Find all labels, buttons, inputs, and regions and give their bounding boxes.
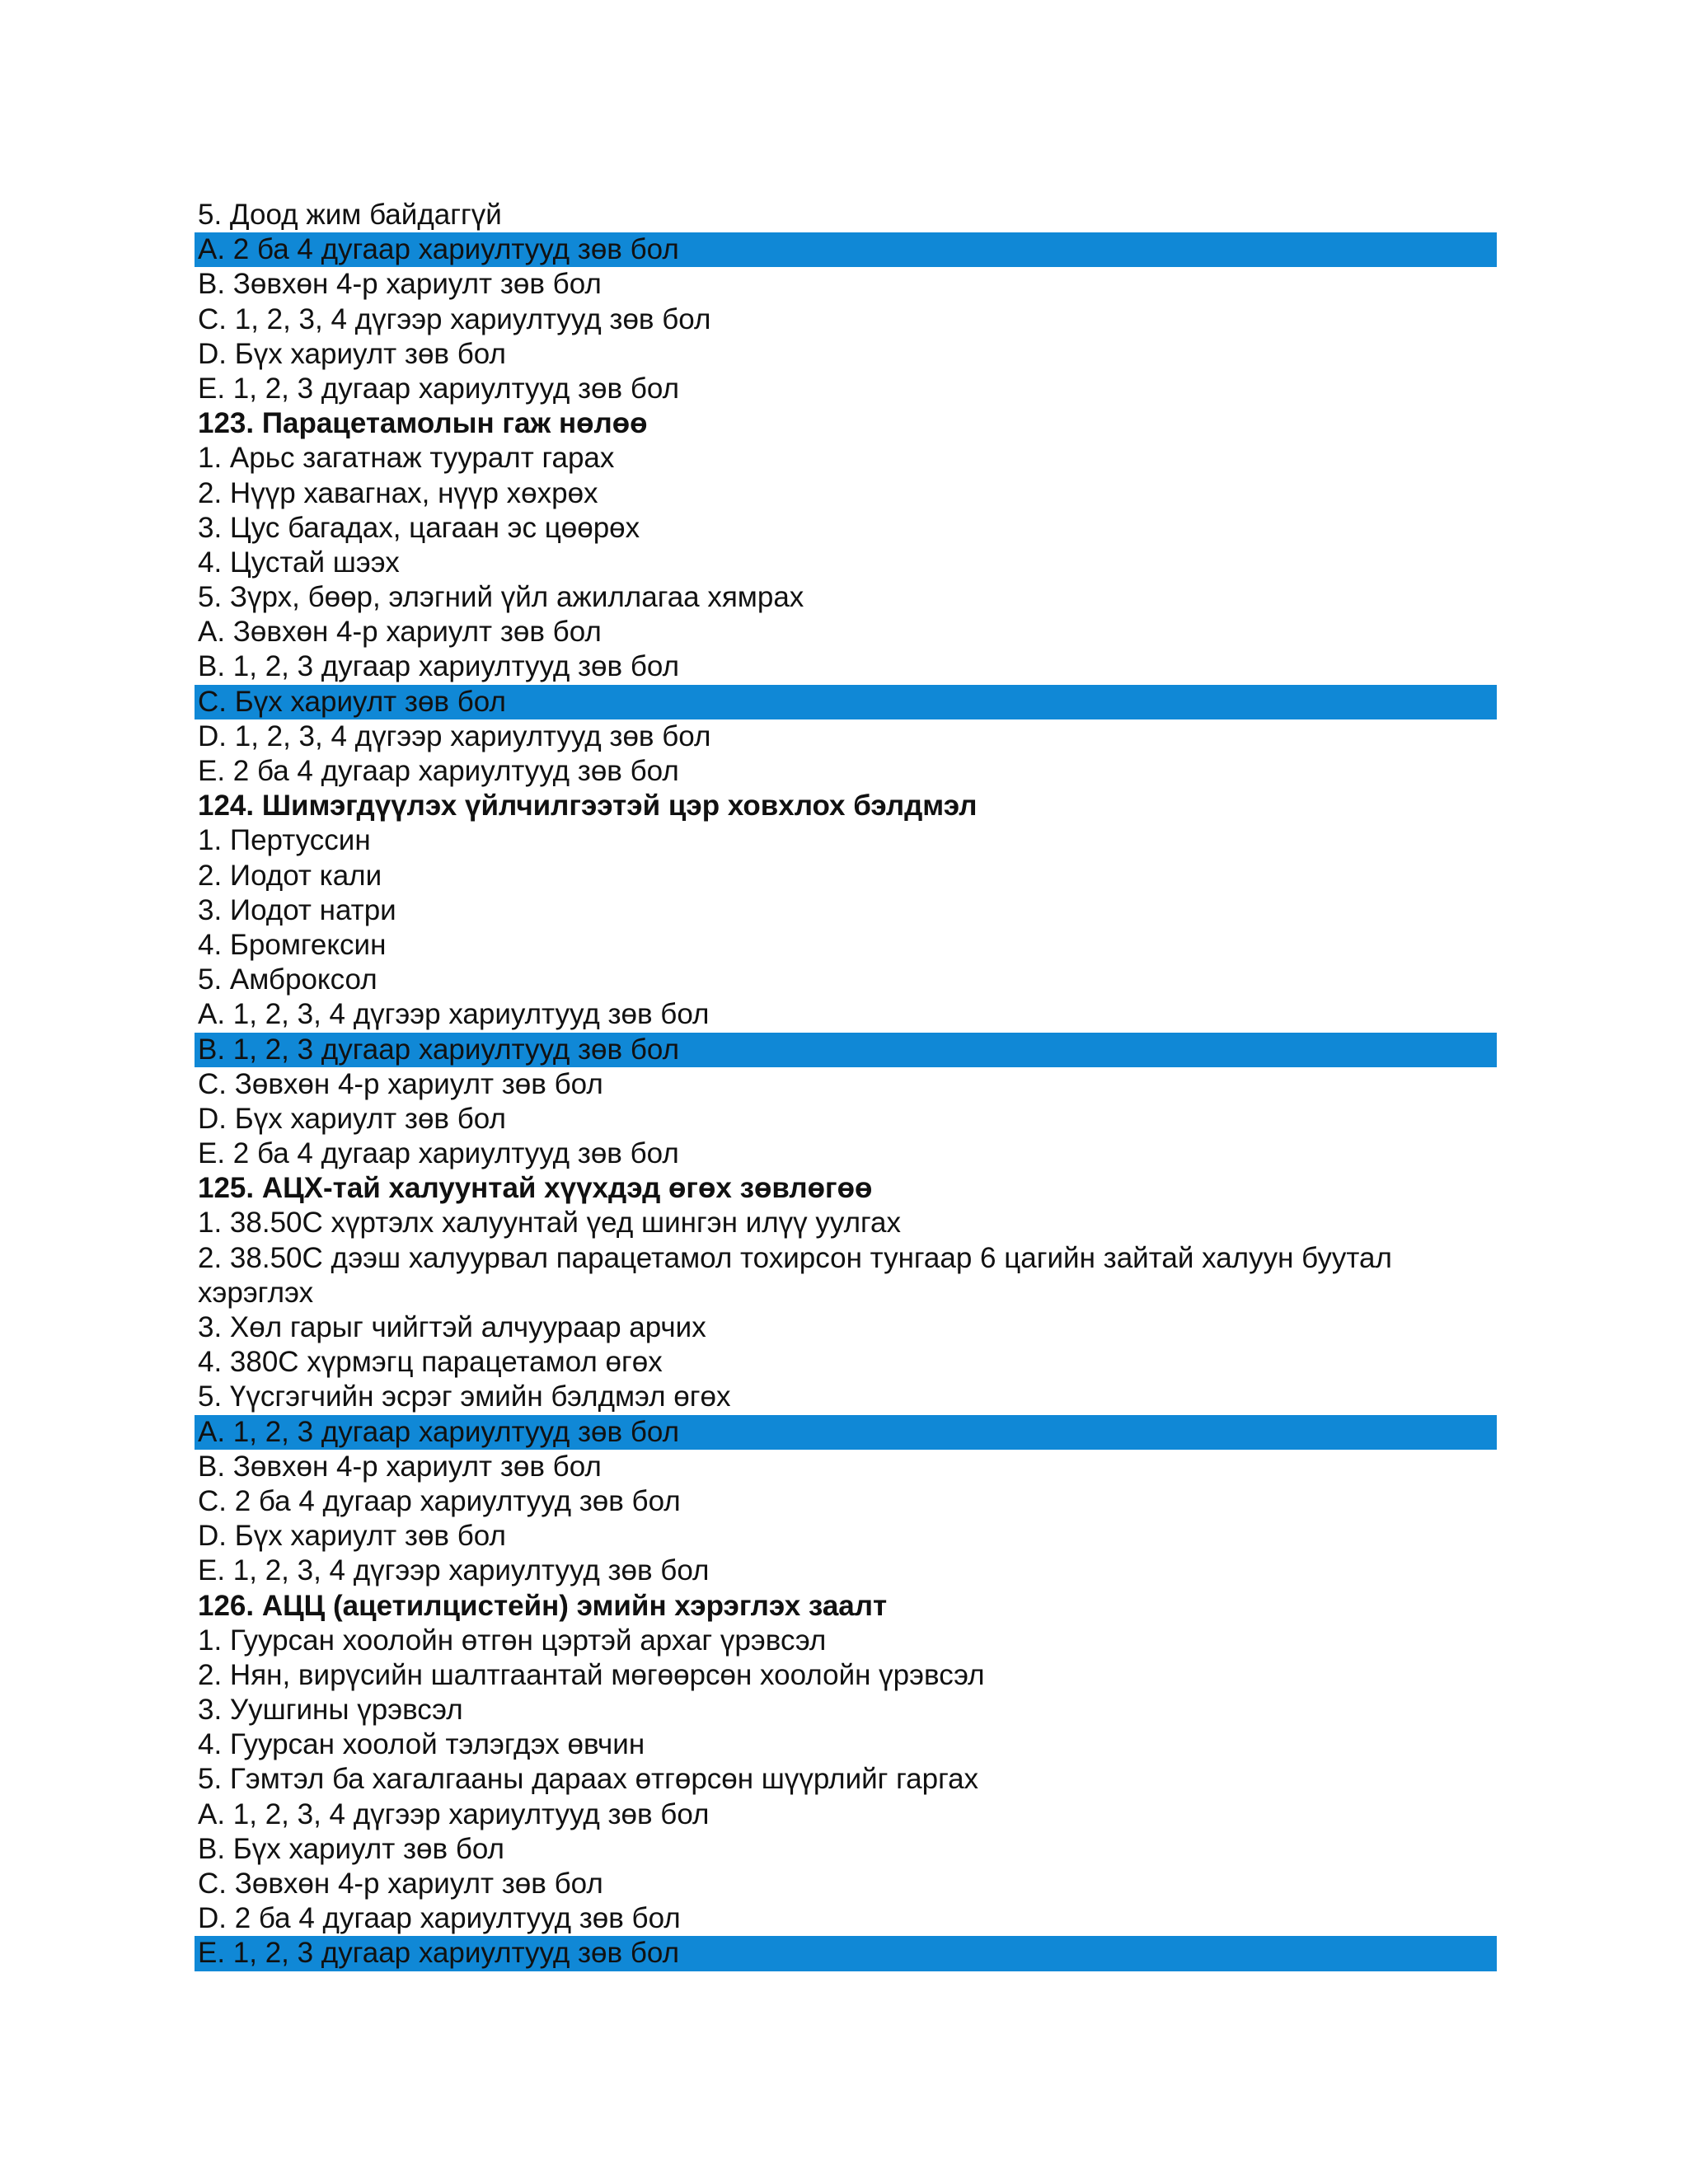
text-line: 5. Амброксол xyxy=(198,963,377,996)
text-line: C. 1, 2, 3, 4 дүгээр хариултууд зөв бол xyxy=(198,302,711,335)
highlighted-answer-line: C. Бүх хариулт зөв бол xyxy=(195,685,1497,719)
text-line: E. 1, 2, 3 дугаар хариултууд зөв бол xyxy=(198,372,679,405)
text-line: 5. Үүсгэгчийн эсрэг эмийн бэлдмэл өгөх xyxy=(198,1380,731,1413)
text-line: 4. 380С хүрмэгц парацетамол өгөх xyxy=(198,1346,663,1379)
text-line: A. 1, 2, 3, 4 дүгээр хариултууд зөв бол xyxy=(198,1797,710,1830)
text-line: E. 1, 2, 3, 4 дүгээр хариултууд зөв бол xyxy=(198,1554,710,1587)
highlighted-answer-line: A. 1, 2, 3 дугаар хариултууд зөв бол xyxy=(195,1415,1497,1450)
text-line: C. Зөвхөн 4-р хариулт зөв бол xyxy=(198,1067,603,1100)
text-line: 2. Иодот кали xyxy=(198,859,382,892)
question-heading: 125. АЦХ-тай халуунтай хүүхдэд өгөх зөвлөгөө xyxy=(198,1172,873,1205)
highlighted-answer-line: A. 2 ба 4 дугаар хариултууд зөв бол xyxy=(195,232,1497,267)
text-line: 3. Хөл гарыг чийгтэй алчуураар арчих xyxy=(198,1311,706,1344)
text-line: 1. Пертуссин xyxy=(198,824,371,857)
text-line: C. 2 ба 4 дугаар хариултууд зөв бол xyxy=(198,1484,681,1517)
text-line: D. 1, 2, 3, 4 дүгээр хариултууд зөв бол xyxy=(198,719,711,752)
text-line: B. Зөвхөн 4-р хариулт зөв бол xyxy=(198,1450,602,1483)
text-line: 4. Гуурсан хоолой тэлэгдэх өвчин xyxy=(198,1728,645,1761)
text-line: E. 2 ба 4 дугаар хариултууд зөв бол xyxy=(198,755,679,787)
text-line: 2. 38.50С дээш халуурвал парацетамол тохирсон тунгаар 6 цагийн зайтай халуун буутал хэрэглэх xyxy=(198,1241,1392,1309)
text-line: 1. Арьс загатнаж тууралт гарах xyxy=(198,442,615,475)
text-line: B. Зөвхөн 4-р хариулт зөв бол xyxy=(198,268,602,301)
question-heading: 124. Шимэгдүүлэх үйлчилгээтэй цэр ховхлох бэлдмэл xyxy=(198,790,978,823)
text-line: 1. Гуурсан хоолойн өтгөн цэртэй архаг үрэвсэл xyxy=(198,1624,827,1657)
text-line: 3. Цус багадах, цагаан эс цөөрөх xyxy=(198,511,640,544)
text-line: A. Зөвхөн 4-р хариулт зөв бол xyxy=(198,616,602,649)
text-line: 5. Зүрх, бөөр, элэгний үйл ажиллагаа хямрах xyxy=(198,581,804,614)
text-line: A. 1, 2, 3, 4 дүгээр хариултууд зөв бол xyxy=(198,998,710,1031)
text-line: B. 1, 2, 3 дугаар хариултууд зөв бол xyxy=(198,650,679,683)
text-line: D. Бүх хариулт зөв бол xyxy=(198,337,506,370)
highlighted-answer-line: E. 1, 2, 3 дугаар хариултууд зөв бол xyxy=(195,1936,1497,1971)
text-line: D. Бүх хариулт зөв бол xyxy=(198,1520,506,1553)
text-line: 5. Гэмтэл ба хагалгааны дараах өтгөрсөн шүүрлийг гаргах xyxy=(198,1763,979,1796)
text-line: C. Зөвхөн 4-р хариулт зөв бол xyxy=(198,1868,603,1900)
text-line: D. Бүх хариулт зөв бол xyxy=(198,1102,506,1135)
text-line: 5. Доод жим байдаггүй xyxy=(198,199,502,231)
question-heading: 126. АЦЦ (ацетилцистейн) эмийн хэрэглэх заалт xyxy=(198,1589,888,1622)
text-line: B. Бүх хариулт зөв бол xyxy=(198,1832,504,1865)
question-heading: 123. Парацетамолын гаж нөлөө xyxy=(198,407,648,440)
text-line: 3. Иодот натри xyxy=(198,893,396,926)
highlighted-answer-line: B. 1, 2, 3 дугаар хариултууд зөв бол xyxy=(195,1033,1497,1067)
text-line: 1. 38.50С хүртэлх халуунтай үед шингэн илүү уулгах xyxy=(198,1207,901,1240)
text-line: 2. Нүүр хавагнах, нүүр хөхрөх xyxy=(198,476,598,509)
text-line: E. 2 ба 4 дугаар хариултууд зөв бол xyxy=(198,1137,679,1170)
document-content xyxy=(195,198,1497,1971)
text-line: 4. Бромгексин xyxy=(198,928,387,961)
text-line: D. 2 ба 4 дугаар хариултууд зөв бол xyxy=(198,1902,681,1935)
text-line: 2. Нян, вирүсийн шалтгаантай мөгөөрсөн хоолойн үрэвсэл xyxy=(198,1658,985,1691)
text-line: 3. Уушгины үрэвсэл xyxy=(198,1694,463,1727)
text-line: 4. Цустай шээх xyxy=(198,546,400,579)
